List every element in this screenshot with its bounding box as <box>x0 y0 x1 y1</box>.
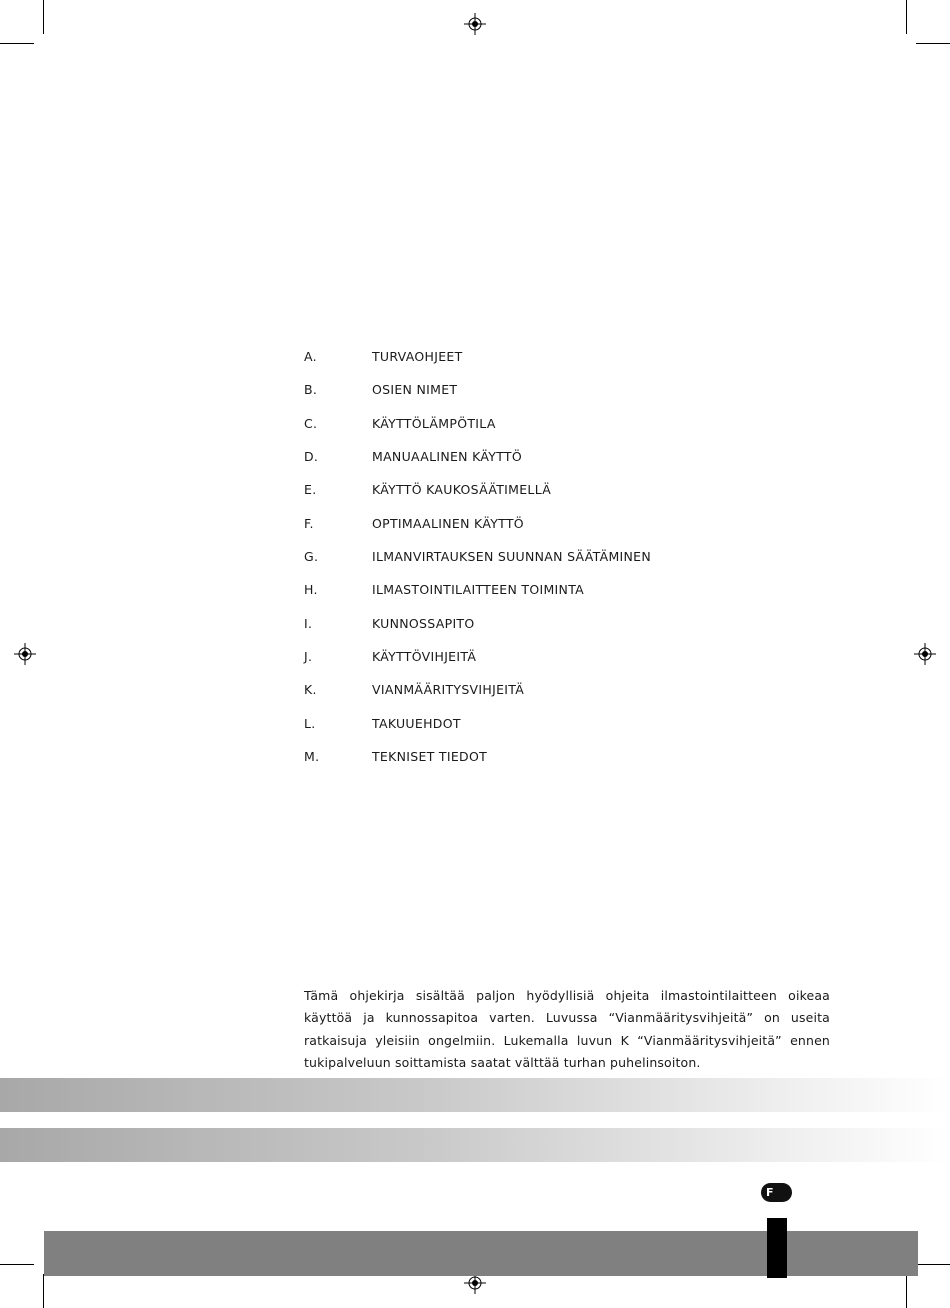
crop-mark <box>906 0 907 34</box>
toc-letter: D. <box>304 449 319 465</box>
language-badge: F <box>761 1183 792 1202</box>
registration-mark-icon <box>914 643 936 665</box>
crop-mark <box>0 43 34 44</box>
toc-row <box>304 473 864 506</box>
registration-mark-icon <box>464 13 486 35</box>
toc-row <box>304 673 864 706</box>
toc-row <box>304 607 864 640</box>
gradient-band <box>0 1128 950 1162</box>
toc-row <box>304 507 864 540</box>
toc-title: KÄYTTÖLÄMPÖTILA <box>372 415 496 431</box>
toc-letter: J. <box>304 649 313 665</box>
toc-letter: A. <box>304 349 317 365</box>
toc-title: TEKNISET TIEDOT <box>372 749 488 765</box>
table-of-contents <box>304 340 864 773</box>
toc-title: OSIEN NIMET <box>372 382 458 398</box>
toc-row <box>304 407 864 440</box>
toc-title: TURVAOHJEET <box>372 349 463 365</box>
toc-row <box>304 740 864 773</box>
toc-title: KÄYTTÖVIHJEITÄ <box>372 649 477 665</box>
toc-title: OPTIMAALINEN KÄYTTÖ <box>372 515 524 531</box>
toc-letter: I. <box>304 615 313 631</box>
crop-mark <box>906 1274 907 1308</box>
toc-letter: L. <box>304 715 316 731</box>
toc-letter: F. <box>304 515 314 531</box>
toc-title: ILMANVIRTAUKSEN SUUNNAN SÄÄTÄMINEN <box>372 549 652 565</box>
gradient-band <box>0 1078 950 1112</box>
toc-letter: C. <box>304 415 318 431</box>
toc-letter: M. <box>304 749 320 765</box>
toc-title: KÄYTTÖ KAUKOSÄÄTIMELLÄ <box>372 482 552 498</box>
toc-row <box>304 707 864 740</box>
toc-row <box>304 373 864 406</box>
toc-row <box>304 640 864 673</box>
toc-row <box>304 440 864 473</box>
toc-row <box>304 340 864 373</box>
toc-letter: E. <box>304 482 317 498</box>
toc-title: ILMASTOINTILAITTEEN TOIMINTA <box>372 582 585 598</box>
crop-mark <box>916 1264 950 1265</box>
registration-mark-icon <box>14 643 36 665</box>
intro-paragraph: Tämä ohjekirja sisältää paljon hyödyllisiä ohjeita ilmastointilaitteen oikeaa käyttöä ja kunnossapitoa varten. Luvussa “Vianmääritysvihjeitä” on useita ratkaisuja yleisiin ongelmiin. Lukemalla luvun K “Vianmääritysvihjeitä” ennen tukipalveluun soittamista saatat välttää turhan puhelinsoiton. <box>304 987 830 1071</box>
toc-title: MANUAALINEN KÄYTTÖ <box>372 449 522 465</box>
toc-letter: K. <box>304 682 317 698</box>
toc-letter: B. <box>304 382 318 398</box>
crop-mark <box>0 1264 34 1265</box>
toc-title: KUNNOSSAPITO <box>372 615 475 631</box>
section-tab <box>767 1218 787 1278</box>
toc-title: TAKUUEHDOT <box>372 715 461 731</box>
toc-letter: H. <box>304 582 318 598</box>
crop-mark <box>43 0 44 34</box>
crop-mark <box>43 1274 44 1308</box>
crop-mark <box>916 43 950 44</box>
toc-title: VIANMÄÄRITYSVIHJEITÄ <box>372 682 525 698</box>
toc-row <box>304 573 864 606</box>
toc-row <box>304 540 864 573</box>
toc-letter: G. <box>304 549 319 565</box>
